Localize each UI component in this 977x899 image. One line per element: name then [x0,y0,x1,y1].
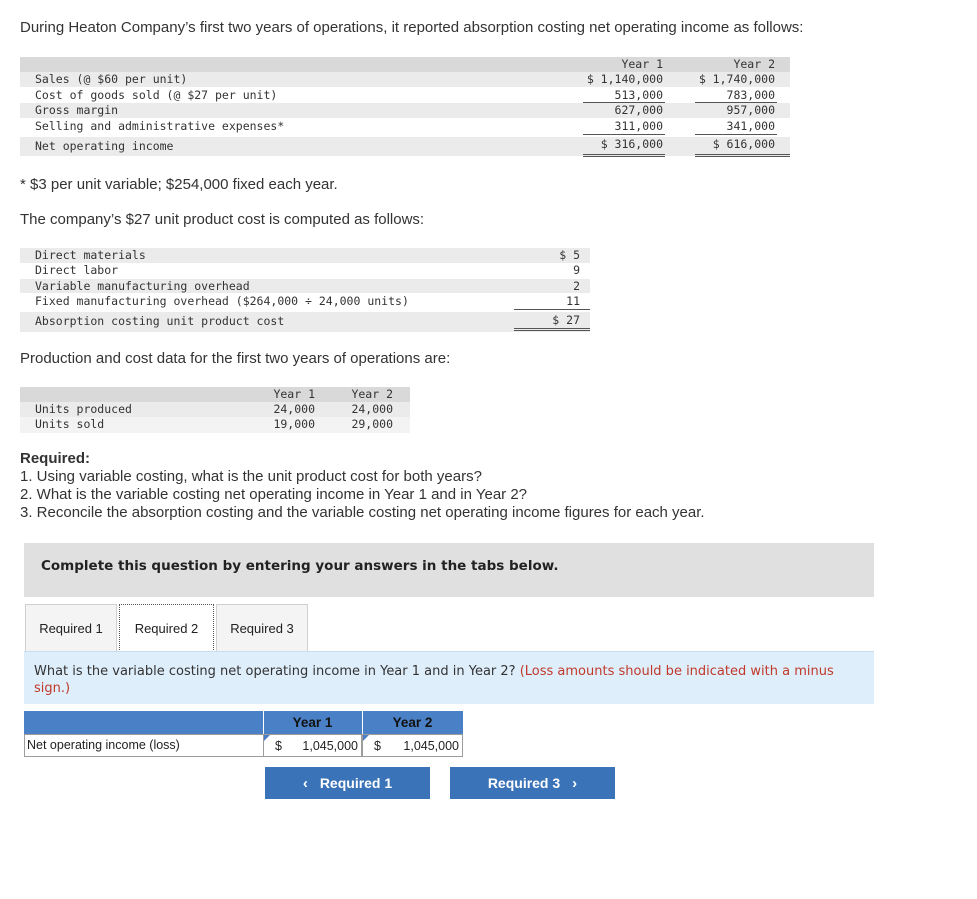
income-row-label: Sales (@ $60 per unit) [35,72,188,86]
unit-cost-row-label: Direct materials [35,248,146,262]
production-row-year1: 19,000 [273,417,315,431]
income-row-year2: 783,000 [726,88,775,102]
income-row-label: Net operating income [35,139,174,153]
currency-symbol: $ [275,739,282,753]
answer-col-header-year1: Year 1 [292,715,333,730]
question-text: What is the variable costing net operating income in Year 1 and in Year 2? [34,664,516,679]
answer-col-header-year2: Year 2 [392,715,433,730]
tab-required-1[interactable]: Required 1 [25,604,117,652]
income-row-label: Gross margin [35,103,119,117]
prev-required-1-button[interactable] [265,767,430,799]
production-row-label: Units produced [35,402,132,416]
production-col-header-year1: Year 1 [273,387,315,401]
next-required-3-button[interactable] [450,767,615,799]
question-note: (Loss amounts should be indicated with a minus sign.) [34,664,834,696]
unit-cost-row-value: $ 5 [559,248,580,262]
required-item: 3. Reconcile the absorption costing and the variable costing net operating income figures for each year. [20,504,705,521]
instruction-text: Complete this question by entering your answers in the tabs below. [41,558,559,574]
production-row-year1: 24,000 [273,402,315,416]
income-col-header-year2: Year 2 [733,57,775,71]
currency-symbol: $ [374,739,381,753]
production-row-year2: 29,000 [351,417,393,431]
unit-cost-row-label: Direct labor [35,263,119,277]
income-row-year1: 311,000 [614,119,663,133]
input-marker-icon [363,735,369,741]
year2-net-income-value: 1,045,000 [403,739,459,753]
income-statement-header-band [20,57,790,72]
unit-cost-row-label: Fixed manufacturing overhead ($264,000 ÷ 24,000 units) [35,294,409,308]
income-row-label: Cost of goods sold (@ $27 per unit) [35,88,278,102]
required-section [20,450,705,522]
production-intro: Production and cost data for the first two years of operations are: [20,350,451,367]
income-row-year1: $ 316,000 [600,137,663,151]
income-row-year2: $ 616,000 [712,137,775,151]
footnote: * $3 per unit variable; $254,000 fixed each year. [20,176,338,193]
year1-net-income-value: 1,045,000 [302,739,358,753]
production-col-header-year2: Year 2 [351,387,393,401]
input-marker-icon [264,735,270,741]
chevron-left-icon: ‹ [302,774,308,792]
required-heading: Required: [20,450,91,467]
tab-required-3[interactable]: Required 3 [216,604,308,652]
chevron-right-icon: › [572,774,578,792]
unit-cost-row-value: 11 [566,294,580,308]
question-text-wrapper [34,663,854,697]
intro-text: During Heaton Company’s first two years of operations, it reported absorption costing net operating income as follows: [20,19,804,36]
income-row-label: Selling and administrative expenses* [35,119,285,133]
unit-cost-row-label: Absorption costing unit product cost [35,314,285,328]
income-row-year1: 513,000 [614,88,663,102]
production-row-label: Units sold [35,417,105,431]
next-button-label: Required 3 [487,775,561,791]
income-row-year2: $ 1,740,000 [698,72,775,86]
answer-row-label: Net operating income (loss) [27,738,180,752]
tab-required-2[interactable]: Required 2 [119,604,214,652]
income-row-year1: $ 1,140,000 [586,72,663,86]
production-row-year2: 24,000 [351,402,393,416]
year1-net-income-input[interactable] [263,734,362,757]
question-box [24,651,874,704]
unit-cost-row-value: 9 [573,263,580,277]
income-col-header-year1: Year 1 [621,57,663,71]
income-row-year2: 957,000 [726,103,775,117]
required-item: 2. What is the variable costing net operating income in Year 1 and in Year 2? [20,486,528,503]
unit-cost-intro: The company’s $27 unit product cost is computed as follows: [20,211,425,228]
prev-button-label: Required 1 [319,775,393,791]
income-row-year1: 627,000 [614,103,663,117]
instruction-box [24,543,874,597]
unit-cost-row-value: 2 [573,279,580,293]
required-item: 1. Using variable costing, what is the unit product cost for both years? [20,468,482,485]
unit-cost-row-value: $ 27 [552,313,580,327]
income-row-year2: 341,000 [726,119,775,133]
year2-net-income-input[interactable] [362,734,463,757]
unit-cost-row-label: Variable manufacturing overhead [35,279,250,293]
answer-table-header-blank [24,711,263,734]
